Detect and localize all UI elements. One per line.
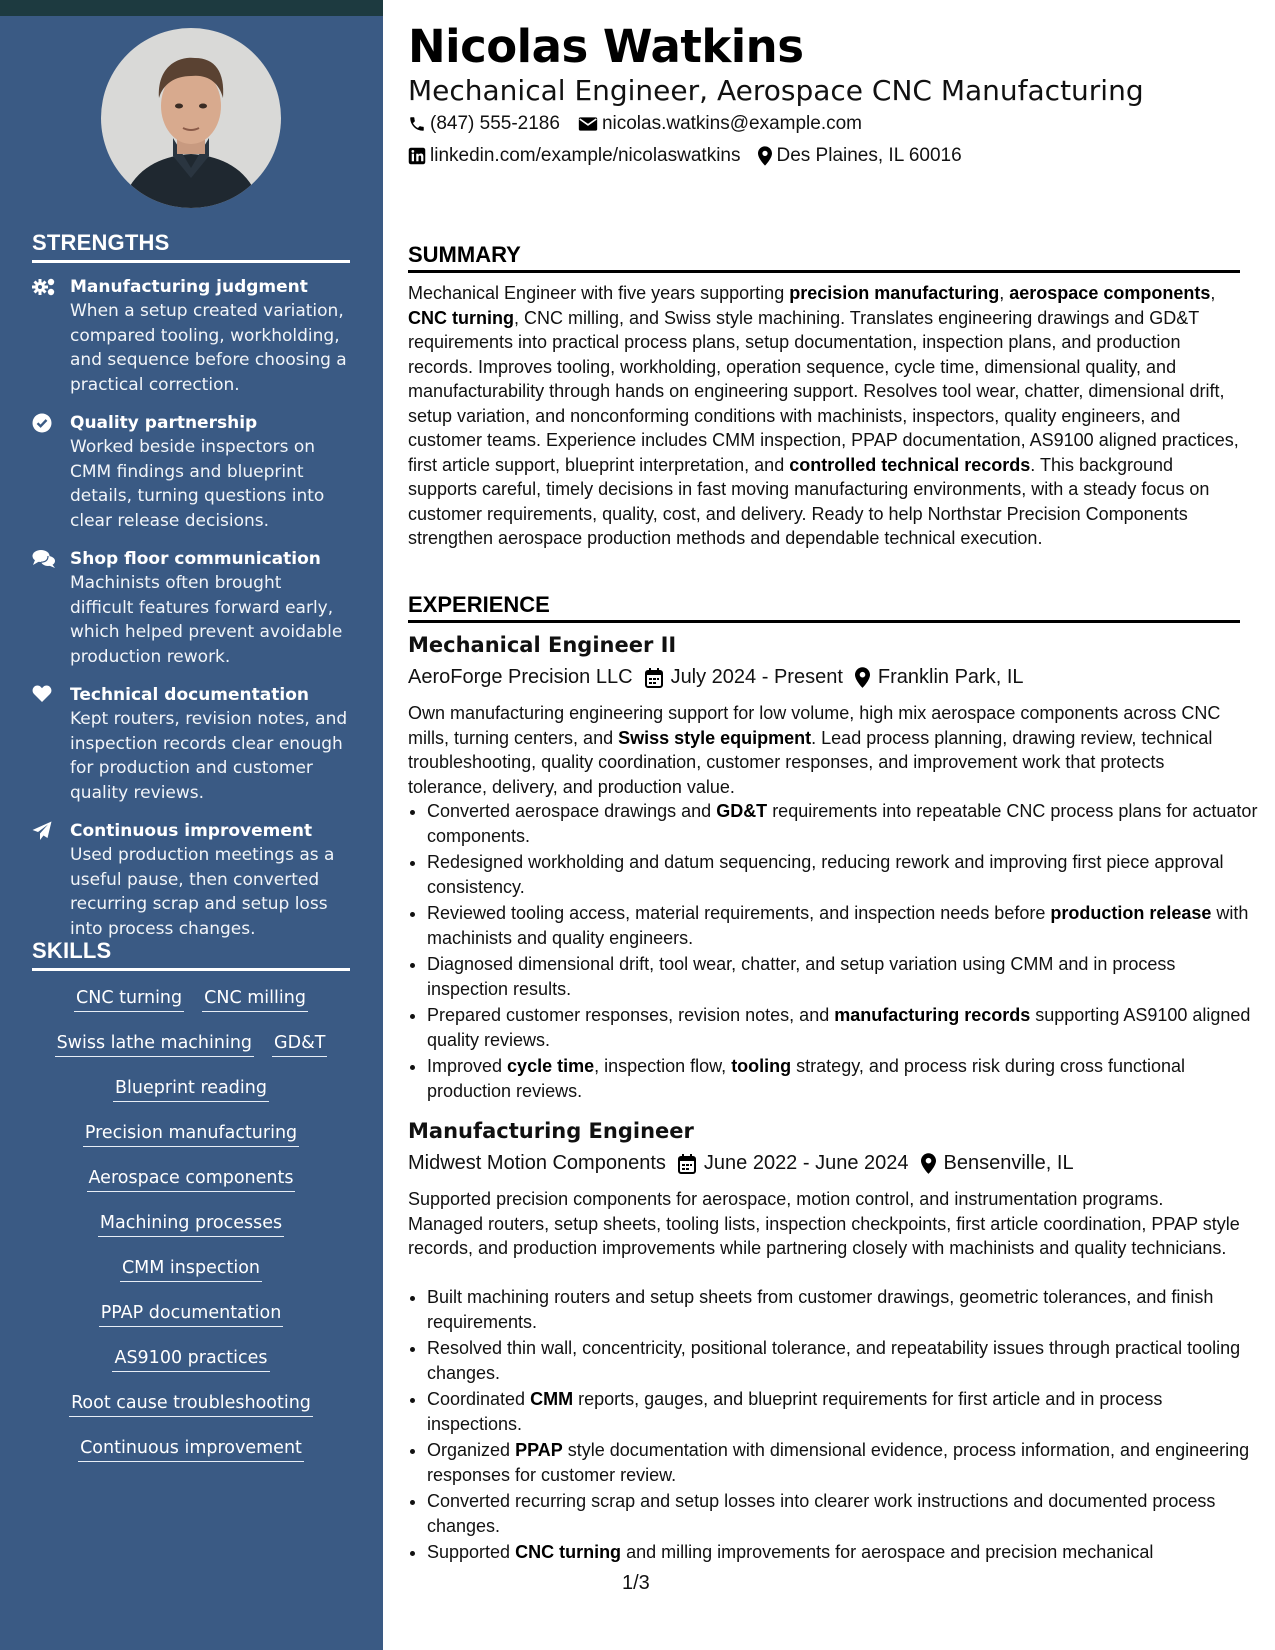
strength-title: Shop floor communication [70, 549, 321, 569]
job-dates: July 2024 - Present [645, 666, 843, 689]
bullet-item: • Improved cycle time, inspection flow, tooling strategy, and process risk during cross functional production reviews. [427, 1054, 1259, 1103]
bullet-item: • Converted aerospace drawings and GD&T requirements into repeatable CNC process plans for actuator components. [427, 799, 1259, 848]
skill-tag: CMM inspection [120, 1258, 262, 1282]
skill-tag: PPAP documentation [99, 1303, 284, 1327]
map-pin-icon [758, 146, 772, 166]
job-intro: Own manufacturing engineering support for low volume, high mix aerospace components across CNC mills, turning centers, and Swiss style equipment. Lead process planning, drawing review, technical troubleshooting, quality coordination, customer responses, and improvement work that protects tolerance, delivery, and production value. [408, 703, 1221, 797]
phone-text: (847) 555-2186 [430, 113, 560, 134]
experience-heading: EXPERIENCE [408, 592, 1240, 623]
skill-row [32, 1157, 350, 1202]
skill-tag: Aerospace components [87, 1168, 296, 1192]
sidebar [0, 16, 383, 1650]
skill-tag: Precision manufacturing [83, 1123, 299, 1147]
linkedin-icon [408, 147, 426, 165]
email-contact[interactable] [578, 113, 862, 135]
linkedin-contact[interactable] [408, 145, 740, 167]
bullet-item: • Organized PPAP style documentation with dimensional evidence, process information, and engineering responses for customer review. [427, 1438, 1259, 1487]
page-number: 1/3 [622, 1572, 650, 1594]
skill-row [32, 1067, 350, 1112]
summary-text: Mechanical Engineer with five years supporting precision manufacturing, aerospace components, CNC turning, CNC milling, and Swiss style machining. Translates engineering drawings and GD&T requirements into practical process plans, setup documentation, inspection plans, and production records. Improves tooling, workholding, operation sequence, cycle time, dimensional quality, and manufacturability through hands on engineering support. Resolves tool wear, chatter, dimensional drift, setup variation, and nonconforming conditions with machinists, inspectors, quality engineers, and customer teams. Experience includes CMM inspection, PPAP documentation, AS9100 aligned practices, first article support, blueprint interpretation, and controlled technical records. This background supports careful, timely decisions in fast moving manufacturing environments, with a steady focus on customer requirements, quality, cost, and delivery. Ready to help Northstar Precision Components strengthen aerospace production methods and dependable technical execution. [408, 283, 1239, 548]
candidate-name: Nicolas Watkins [408, 20, 804, 73]
heart-icon [32, 683, 70, 805]
strength-title: Continuous improvement [70, 821, 313, 841]
job-meta [408, 1152, 1074, 1175]
job-dates: June 2022 - June 2024 [678, 1152, 909, 1175]
calendar-icon [645, 668, 663, 688]
strength-title: Technical documentation [70, 685, 309, 705]
bullet-item: • Coordinated CMM reports, gauges, and blueprint requirements for first article and in process inspections. [427, 1387, 1259, 1436]
skill-row [32, 1202, 350, 1247]
skill-row [32, 1382, 350, 1427]
bullet-item: • Supported CNC turning and milling improvements for aerospace and precision mechanical [427, 1540, 1259, 1565]
job-location: Bensenville, IL [921, 1152, 1074, 1175]
paper-plane-icon [32, 819, 70, 941]
strength-title: Manufacturing judgment [70, 277, 308, 297]
job-title: Manufacturing Engineer [408, 1119, 694, 1143]
bullet-item: • Prepared customer responses, revision notes, and manufacturing records supporting AS9100 aligned quality reviews. [427, 1003, 1259, 1052]
bullet-item: • Reviewed tooling access, material requirements, and inspection needs before production release with machinists and quality engineers. [427, 901, 1259, 950]
strength-item [32, 275, 350, 397]
job-bullets [408, 799, 1259, 1105]
map-pin-icon [921, 1153, 936, 1174]
map-pin-icon [855, 667, 870, 688]
skill-tag: CNC milling [202, 988, 308, 1012]
bullet-item: • Redesigned workholding and datum sequencing, reducing rework and improving first piece approval consistency. [427, 850, 1259, 899]
gears-icon [32, 275, 70, 397]
strength-description: Used production meetings as a useful pause, then converted recurring scrap and setup loss into process changes. [70, 845, 335, 939]
skill-row [32, 1337, 350, 1382]
company-name: Midwest Motion Components [408, 1152, 666, 1174]
phone-icon [408, 115, 426, 133]
skill-tag: CNC turning [74, 988, 184, 1012]
job-location: Franklin Park, IL [855, 666, 1024, 689]
skill-row [32, 1292, 350, 1337]
skill-row [32, 1022, 350, 1067]
top-accent-strip [0, 0, 383, 16]
skill-row [32, 977, 350, 1022]
strength-item [32, 683, 350, 805]
location-contact [758, 145, 961, 167]
strength-item [32, 547, 350, 669]
skill-tag: Machining processes [98, 1213, 284, 1237]
bullet-item: • Converted recurring scrap and setup losses into clearer work instructions and documented process changes. [427, 1489, 1259, 1538]
skill-tag: Continuous improvement [78, 1438, 304, 1462]
bullet-item: • Resolved thin wall, concentricity, positional tolerance, and repeatability issues through practical tooling changes. [427, 1336, 1259, 1385]
location-text: Des Plaines, IL 60016 [776, 145, 962, 166]
skill-row [32, 1427, 350, 1472]
calendar-icon [678, 1154, 696, 1174]
strengths-heading: STRENGTHS [32, 230, 350, 263]
candidate-role: Mechanical Engineer, Aerospace CNC Manufacturing [408, 74, 1144, 107]
job-title: Mechanical Engineer II [408, 633, 677, 657]
comments-icon [32, 547, 70, 669]
email-text[interactable]: nicolas.watkins@example.com [601, 113, 862, 134]
summary-heading: SUMMARY [408, 242, 1240, 273]
skill-tag: AS9100 practices [112, 1348, 269, 1372]
profile-photo [101, 28, 281, 208]
envelope-icon [578, 116, 598, 132]
strength-description: Kept routers, revision notes, and inspection records clear enough for production and customer quality reviews. [70, 709, 348, 803]
linkedin-text[interactable]: linkedin.com/example/nicolaswatkins [430, 145, 741, 166]
skill-tag: Swiss lathe machining [55, 1033, 254, 1057]
strengths-section [32, 230, 350, 941]
skill-row [32, 1112, 350, 1157]
job-intro: Supported precision components for aerospace, motion control, and instrumentation programs. Managed routers, setup sheets, tooling lists, inspection checkpoints, first article coordination, PPAP style records, and production improvements while partnering closely with machinists and quality technicians. [408, 1189, 1240, 1258]
skills-section [32, 938, 350, 1472]
skill-row [32, 1247, 350, 1292]
skill-tag: Blueprint reading [113, 1078, 269, 1102]
skill-tag: Root cause troubleshooting [69, 1393, 313, 1417]
skill-tag: GD&T [272, 1033, 327, 1057]
job-bullets [408, 1285, 1259, 1567]
phone-contact [408, 113, 560, 135]
contact-row-2 [408, 145, 980, 167]
check-circle-icon [32, 411, 70, 533]
strength-title: Quality partnership [70, 413, 258, 433]
skills-heading: SKILLS [32, 938, 350, 971]
strength-description: Worked beside inspectors on CMM findings and blueprint details, turning questions into clear release decisions. [70, 437, 325, 531]
contact-row-1 [408, 113, 880, 135]
strength-item [32, 819, 350, 941]
strength-item [32, 411, 350, 533]
bullet-item: • Diagnosed dimensional drift, tool wear, chatter, and setup variation using CMM and in process inspection results. [427, 952, 1259, 1001]
strength-description: Machinists often brought difficult features forward early, which helped prevent avoidable production rework. [70, 573, 343, 667]
bullet-item: • Built machining routers and setup sheets from customer drawings, geometric tolerances, and finish requirements. [427, 1285, 1259, 1334]
strength-description: When a setup created variation, compared tooling, workholding, and sequence before choosing a practical correction. [70, 301, 347, 395]
job-meta [408, 666, 1024, 689]
company-name: AeroForge Precision LLC [408, 666, 633, 688]
